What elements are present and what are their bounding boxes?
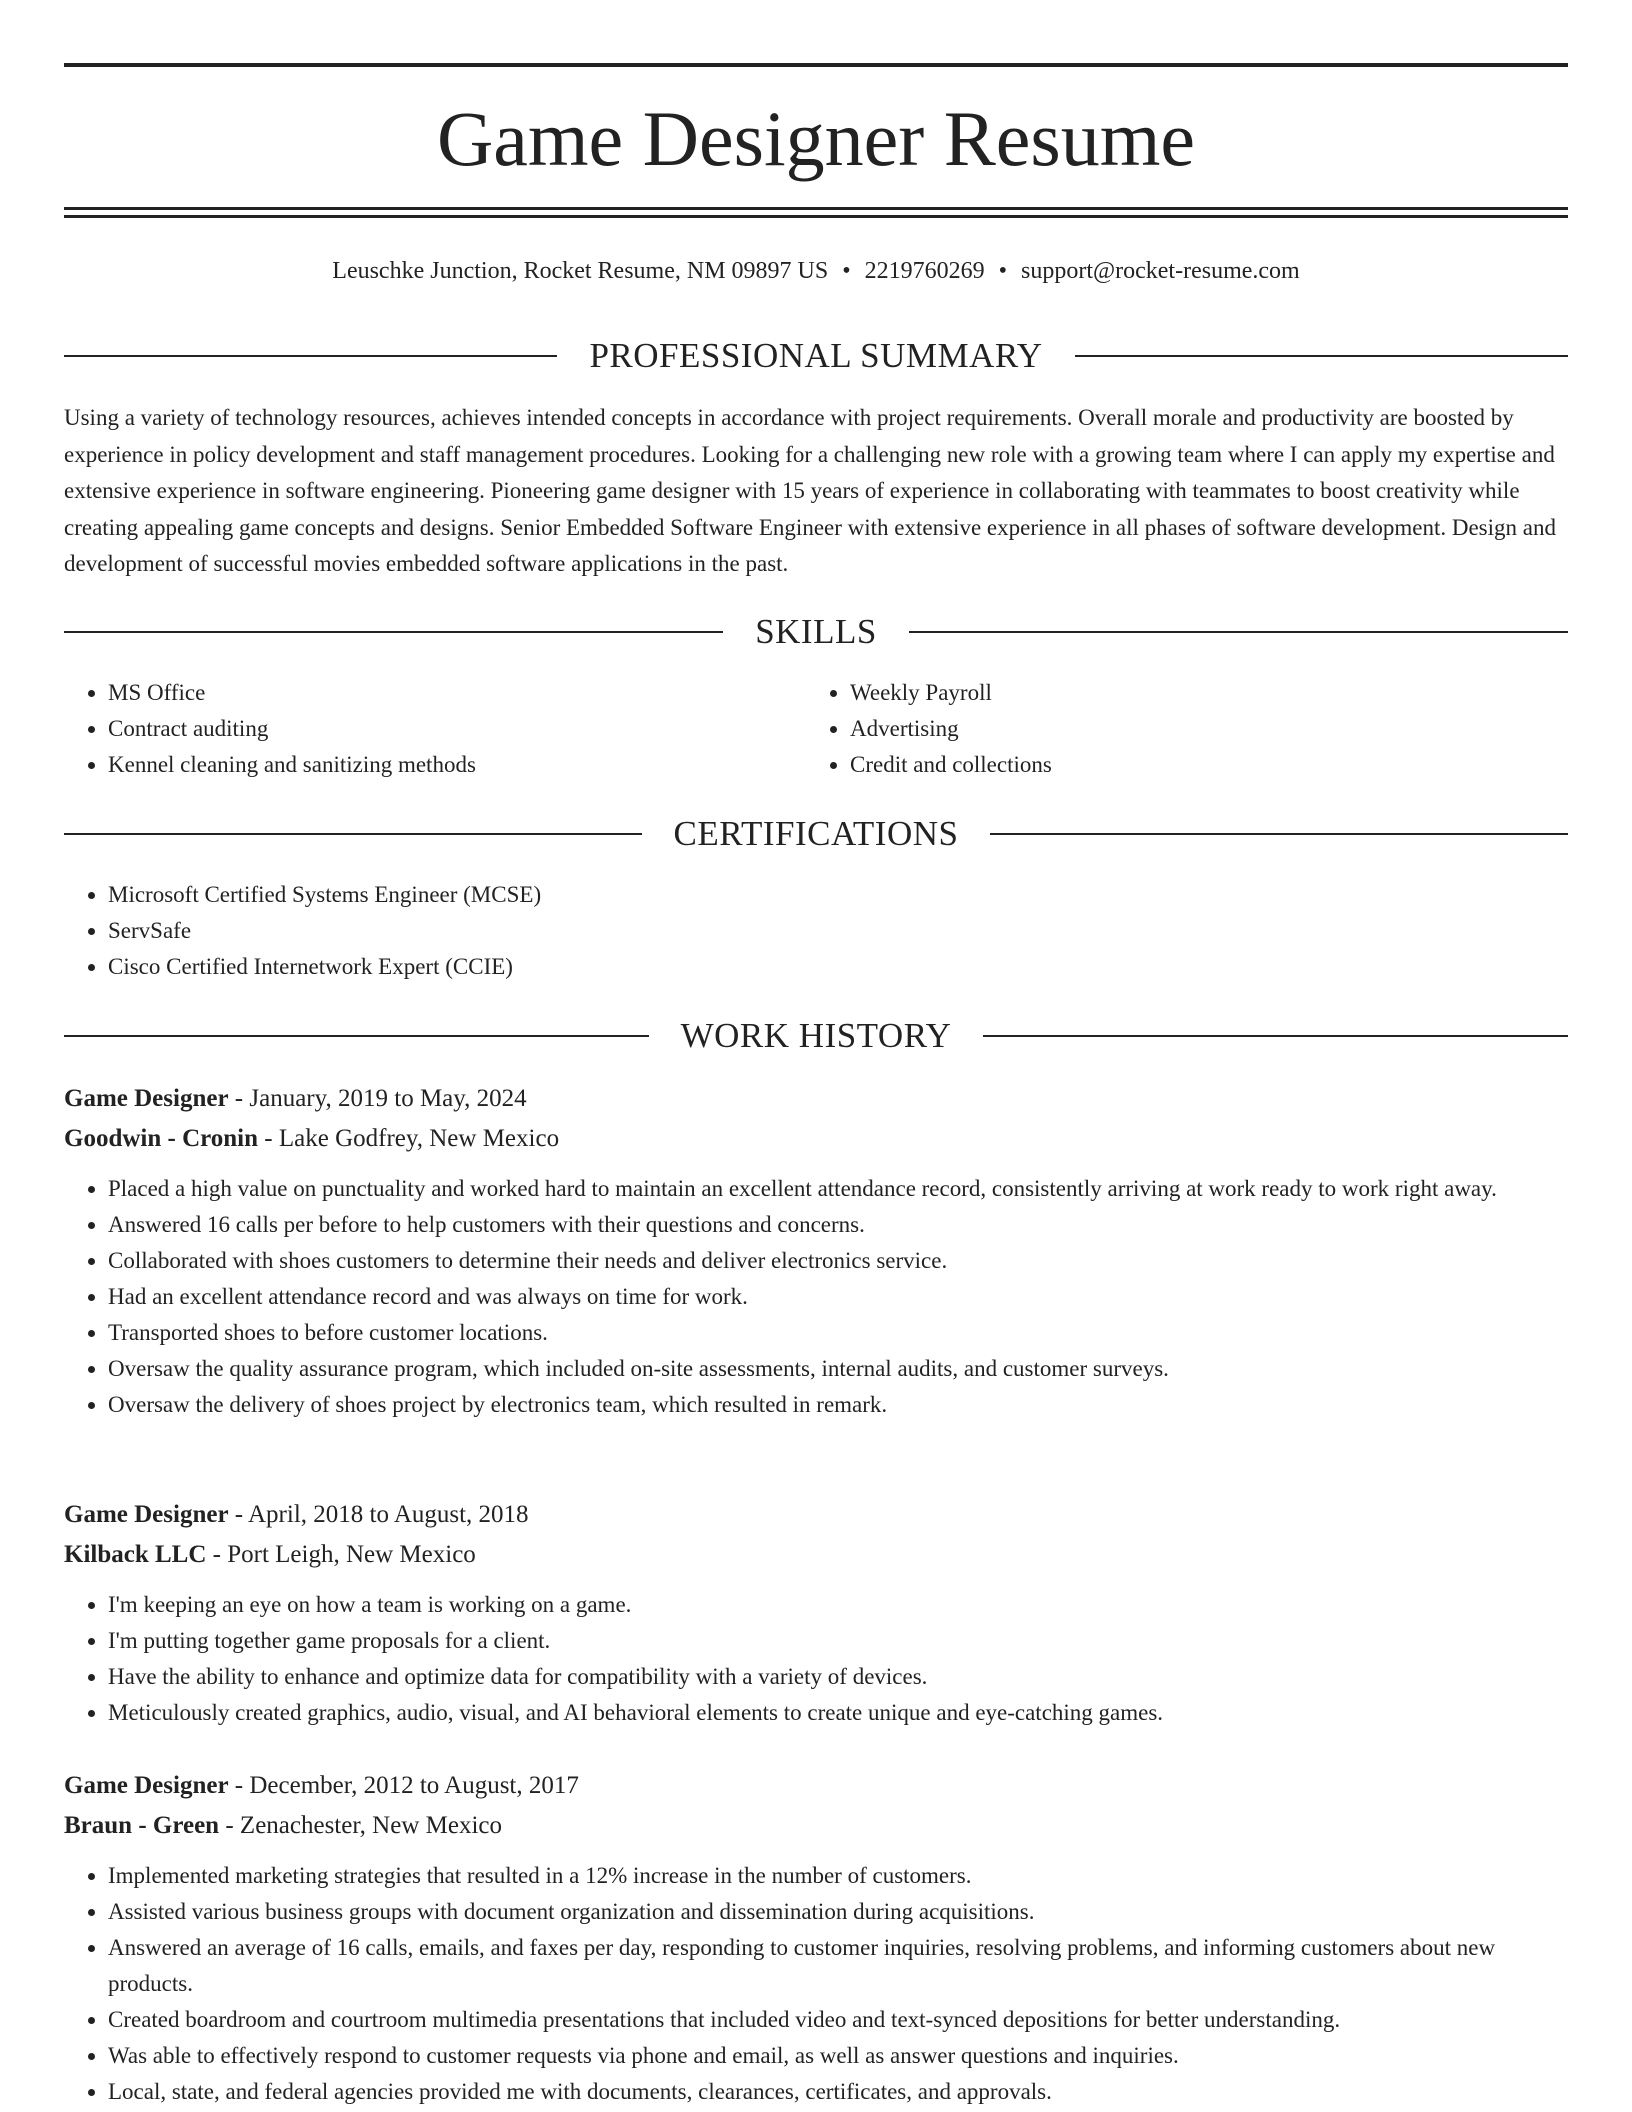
certifications-heading xyxy=(64,814,1568,854)
job-entry xyxy=(64,1766,1568,2110)
contact-email: support@rocket-resume.com xyxy=(1021,258,1300,284)
skill-item: • Contract auditing xyxy=(108,711,806,747)
job-bullet: • Placed a high value on punctuality and worked hard to maintain an excellent attendance record, consistently arriving at work ready to work right away. xyxy=(108,1171,1568,1207)
skills-column-right xyxy=(806,675,1548,783)
job-bullet: • Meticulously created graphics, audio, visual, and AI behavioral elements to create unique and eye-catching games. xyxy=(108,1695,1568,1731)
certification-item: • Microsoft Certified Systems Engineer (MCSE) xyxy=(108,877,1568,913)
heading-rule-right xyxy=(1075,355,1568,357)
job-bullet: • Answered 16 calls per before to help customers with their questions and concerns. xyxy=(108,1207,1568,1243)
top-rule xyxy=(64,63,1568,67)
job-title-line xyxy=(64,1079,1568,1119)
job-company-line xyxy=(64,1535,1568,1575)
job-company-line xyxy=(64,1119,1568,1159)
job-bullet: • Implemented marketing strategies that resulted in a 12% increase in the number of customers. xyxy=(108,1858,1568,1894)
contact-address: Leuschke Junction, Rocket Resume, NM 09897 US xyxy=(332,258,829,284)
heading-rule-left xyxy=(64,1035,649,1037)
job-bullet: • Answered an average of 16 calls, emails, and faxes per day, responding to customer inquiries, resolving problems, and informing customers about new products. xyxy=(108,1930,1568,2002)
job-title: Game Designer xyxy=(64,1501,229,1528)
skill-item: • MS Office xyxy=(108,675,806,711)
job-company-line xyxy=(64,1806,1568,1846)
summary-heading-label: PROFESSIONAL SUMMARY xyxy=(589,336,1043,375)
work-history-heading-label: WORK HISTORY xyxy=(680,1016,952,1055)
job-location: - Lake Godfrey, New Mexico xyxy=(258,1125,560,1152)
job-title: Game Designer xyxy=(64,1772,229,1799)
job-dates: - January, 2019 to May, 2024 xyxy=(228,1085,527,1112)
page-title: Game Designer Resume xyxy=(436,95,1196,182)
job-bullet: • Transported shoes to before customer locations. xyxy=(108,1315,1568,1351)
job-title-line xyxy=(64,1766,1568,1806)
job-bullet: • Oversaw the delivery of shoes project by electronics team, which resulted in remark. xyxy=(108,1387,1568,1423)
contact-separator: • xyxy=(998,258,1008,284)
heading-rule-left xyxy=(64,833,642,835)
skills-list xyxy=(64,675,1568,783)
job-bullet: • Oversaw the quality assurance program, which included on-site assessments, internal audits, and customer surveys. xyxy=(108,1351,1568,1387)
title-rule-upper xyxy=(64,207,1568,210)
work-history-heading xyxy=(64,1016,1568,1056)
contact-phone: 2219760269 xyxy=(864,258,985,284)
certification-item: • Cisco Certified Internetwork Expert (CCIE) xyxy=(108,949,1568,985)
certifications-list xyxy=(64,877,1568,985)
job-bullet: • Have the ability to enhance and optimize data for compatibility with a variety of devices. xyxy=(108,1659,1568,1695)
skills-heading-label: SKILLS xyxy=(755,612,877,651)
certification-item: • ServSafe xyxy=(108,913,1568,949)
job-company: Kilback LLC xyxy=(64,1541,207,1568)
skills-heading xyxy=(64,612,1568,652)
job-entry xyxy=(64,1495,1568,1731)
heading-rule-right xyxy=(990,833,1568,835)
certifications-heading-label: CERTIFICATIONS xyxy=(673,814,959,853)
summary-text: Using a variety of technology resources, achieves intended concepts in accordance with project requirements. Overall morale and productivity are boosted by experience in policy development and staff management procedures. Looking for a challenging new role with a growing team where I can apply my expertise and extensive experience in software engineering. Pioneering game designer with 15 years of experience in collaborating with teammates to boost creativity while creating appealing game concepts and designs. Senior Embedded Software Engineer with extensive experience in all phases of software development. Design and development of successful movies embedded software applications in the past. xyxy=(64,405,1556,576)
skill-item: • Advertising xyxy=(850,711,1548,747)
heading-rule-right xyxy=(909,631,1568,633)
job-dates: - December, 2012 to August, 2017 xyxy=(228,1772,579,1799)
title-rule-lower xyxy=(64,215,1568,218)
job-location: - Port Leigh, New Mexico xyxy=(206,1541,476,1568)
job-company: Braun - Green xyxy=(64,1812,220,1839)
heading-rule-left xyxy=(64,355,557,357)
job-location: - Zenachester, New Mexico xyxy=(219,1812,502,1839)
job-dates: - April, 2018 to August, 2018 xyxy=(228,1501,529,1528)
summary-heading xyxy=(64,336,1568,376)
skill-item: • Weekly Payroll xyxy=(850,675,1548,711)
job-entry xyxy=(64,1079,1568,1423)
skills-column-left xyxy=(64,675,806,783)
contact-line xyxy=(64,255,1568,287)
job-bullet: • Assisted various business groups with document organization and dissemination during acquisitions. xyxy=(108,1894,1568,1930)
job-bullet: • Was able to effectively respond to customer requests via phone and email, as well as answer questions and inquiries. xyxy=(108,2038,1568,2074)
job-bullets xyxy=(64,1171,1568,1423)
job-title-line xyxy=(64,1495,1568,1535)
job-bullet: • Created boardroom and courtroom multimedia presentations that included video and text-synced depositions for better understanding. xyxy=(108,2002,1568,2038)
job-bullet: • Local, state, and federal agencies provided me with documents, clearances, certificates, and approvals. xyxy=(108,2074,1568,2110)
job-company: Goodwin - Cronin xyxy=(64,1125,259,1152)
job-title: Game Designer xyxy=(64,1085,229,1112)
skill-item: • Kennel cleaning and sanitizing methods xyxy=(108,747,806,783)
job-bullet: • Had an excellent attendance record and was always on time for work. xyxy=(108,1279,1568,1315)
job-bullets xyxy=(64,1587,1568,1731)
job-bullet: • Collaborated with shoes customers to determine their needs and deliver electronics service. xyxy=(108,1243,1568,1279)
heading-rule-left xyxy=(64,631,723,633)
skill-item: • Credit and collections xyxy=(850,747,1548,783)
heading-rule-right xyxy=(983,1035,1568,1037)
job-bullets xyxy=(64,1858,1568,2110)
contact-separator: • xyxy=(842,258,851,284)
job-bullet: • I'm keeping an eye on how a team is working on a game. xyxy=(108,1587,1568,1623)
job-bullet: • I'm putting together game proposals for a client. xyxy=(108,1623,1568,1659)
